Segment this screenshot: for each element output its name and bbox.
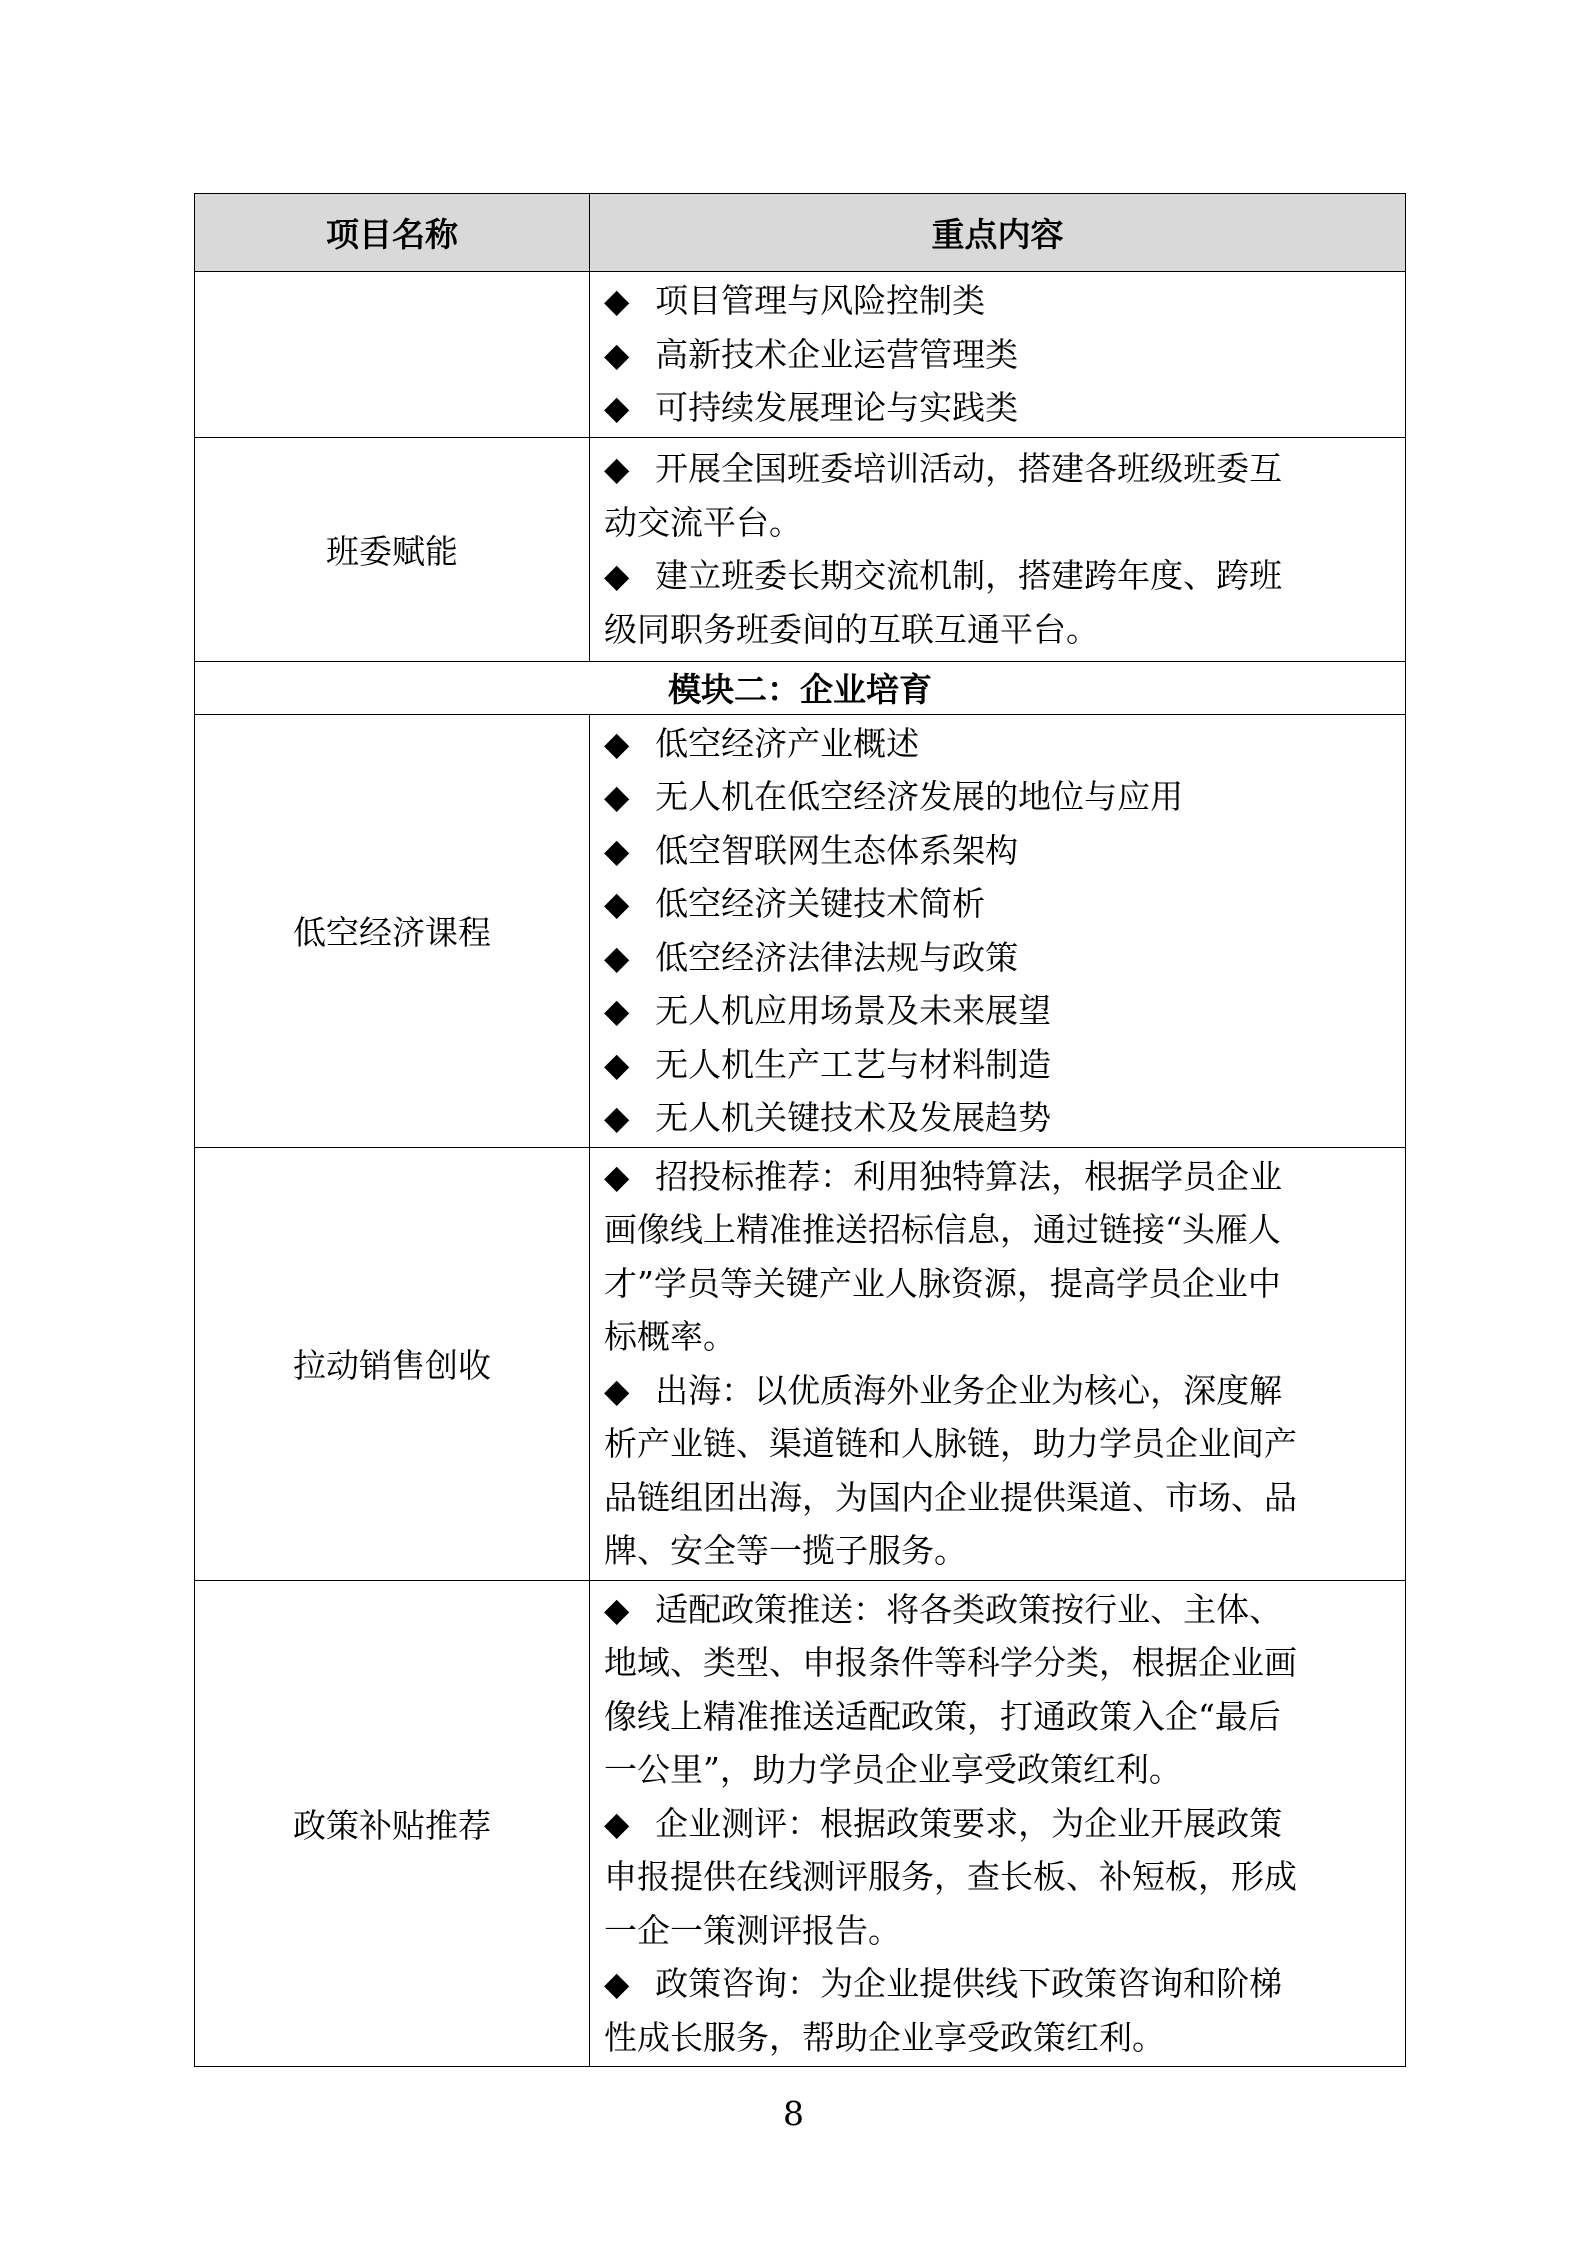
list-item: ◆ 建立班委长期交流机制，搭建跨年度、跨班: [604, 549, 1393, 603]
list-item: ◆ 无人机关键技术及发展趋势: [604, 1091, 1393, 1145]
list-item: ◆ 无人机应用场景及未来展望: [604, 984, 1393, 1038]
diamond-bullet-icon: ◆: [604, 1044, 630, 1084]
row-name: [195, 272, 590, 438]
table-row: [195, 437, 1406, 661]
module-heading-row: [195, 661, 1406, 714]
list-item: ◆ 低空经济产业概述: [604, 717, 1393, 771]
list-item-continuation: 品链组团出海，为国内企业提供渠道、市场、品: [604, 1477, 1297, 1517]
row-content: [590, 437, 1406, 661]
diamond-bullet-icon: ◆: [604, 937, 630, 977]
diamond-bullet-icon: ◆: [604, 1803, 630, 1843]
list-item-continuation: 画像线上精准推送招标信息，通过链接“头雁人: [604, 1210, 1281, 1249]
row-content: [590, 1147, 1406, 1580]
table-row: [195, 714, 1406, 1147]
row-name: 班委赋能: [195, 437, 590, 661]
diamond-bullet-icon: ◆: [604, 1964, 630, 2003]
list-item-continuation: 牌、安全等一揽子服务。: [604, 1531, 967, 1570]
list-item-continuation: 动交流平台。: [604, 502, 802, 542]
table-row: [195, 272, 1406, 438]
header-project-name: 项目名称: [195, 194, 590, 272]
list-item: ◆ 政策咨询：为企业提供线下政策咨询和阶梯: [604, 1957, 1393, 2011]
list-item: ◆ 无人机生产工艺与材料制造: [604, 1038, 1393, 1092]
page-number: 8: [783, 2094, 804, 2133]
list-item: ◆ 无人机在低空经济发展的地位与应用: [604, 770, 1393, 824]
list-item: ◆ 低空经济关键技术简析: [604, 877, 1393, 931]
list-item-continuation: 申报提供在线测评服务，查长板、补短板，形成: [604, 1857, 1297, 1896]
list-item-continuation: 像线上精准推送适配政策，打通政策入企“最后: [604, 1696, 1281, 1736]
row-name: 拉动销售创收: [195, 1147, 590, 1580]
list-item: ◆ 出海：以优质海外业务企业为核心，深度解: [604, 1364, 1393, 1418]
list-item-continuation: 级同职务班委间的互联互通平台。: [604, 609, 1099, 649]
diamond-bullet-icon: ◆: [604, 723, 630, 763]
row-content: [590, 272, 1406, 438]
diamond-bullet-icon: ◆: [604, 1589, 630, 1629]
list-item-continuation: 一公里”，助力学员企业享受政策红利。: [604, 1750, 1182, 1789]
table-row: [195, 1147, 1406, 1580]
list-item: ◆ 低空智联网生态体系架构: [604, 824, 1393, 878]
diamond-bullet-icon: ◆: [604, 777, 630, 816]
diamond-bullet-icon: ◆: [604, 1156, 630, 1196]
row-name: 政策补贴推荐: [195, 1580, 590, 2067]
list-item-continuation: 地域、类型、申报条件等科学分类，根据企业画: [604, 1643, 1297, 1682]
list-item-continuation: 一企一策测评报告。: [604, 1910, 901, 1950]
module-heading: 模块二：企业培育: [195, 661, 1406, 714]
content-table: [194, 193, 1406, 2067]
diamond-bullet-icon: ◆: [604, 1370, 630, 1410]
list-item: ◆ 开展全国班委培训活动，搭建各班级班委互: [604, 442, 1393, 496]
diamond-bullet-icon: ◆: [604, 884, 630, 923]
diamond-bullet-icon: ◆: [604, 388, 630, 427]
diamond-bullet-icon: ◆: [604, 991, 630, 1030]
list-item: ◆ 招投标推荐：利用独特算法，根据学员企业: [604, 1150, 1393, 1204]
list-item: ◆ 适配政策推送：将各类政策按行业、主体、: [604, 1583, 1393, 1637]
row-content: [590, 714, 1406, 1147]
list-item-continuation: 析产业链、渠道链和人脉链，助力学员企业间产: [604, 1424, 1297, 1463]
diamond-bullet-icon: ◆: [604, 449, 630, 488]
diamond-bullet-icon: ◆: [604, 334, 630, 374]
list-item: ◆ 高新技术企业运营管理类: [604, 328, 1393, 382]
list-item-continuation: 才”学员等关键产业人脉资源，提高学员企业中: [604, 1263, 1281, 1303]
header-key-content: 重点内容: [590, 194, 1406, 272]
row-content: [590, 1580, 1406, 2067]
list-item: ◆ 可持续发展理论与实践类: [604, 381, 1393, 435]
diamond-bullet-icon: ◆: [604, 281, 630, 320]
row-name: 低空经济课程: [195, 714, 590, 1147]
list-item: ◆ 低空经济法律法规与政策: [604, 931, 1393, 985]
table-row: [195, 1580, 1406, 2067]
diamond-bullet-icon: ◆: [604, 1098, 630, 1137]
diamond-bullet-icon: ◆: [604, 556, 630, 595]
list-item-continuation: 标概率。: [604, 1317, 736, 1356]
diamond-bullet-icon: ◆: [604, 830, 630, 870]
list-item-continuation: 性成长服务，帮助企业享受政策红利。: [604, 2017, 1165, 2057]
list-item: ◆ 项目管理与风险控制类: [604, 274, 1393, 328]
list-item: ◆ 企业测评：根据政策要求，为企业开展政策: [604, 1797, 1393, 1851]
table-header-row: [195, 194, 1406, 272]
